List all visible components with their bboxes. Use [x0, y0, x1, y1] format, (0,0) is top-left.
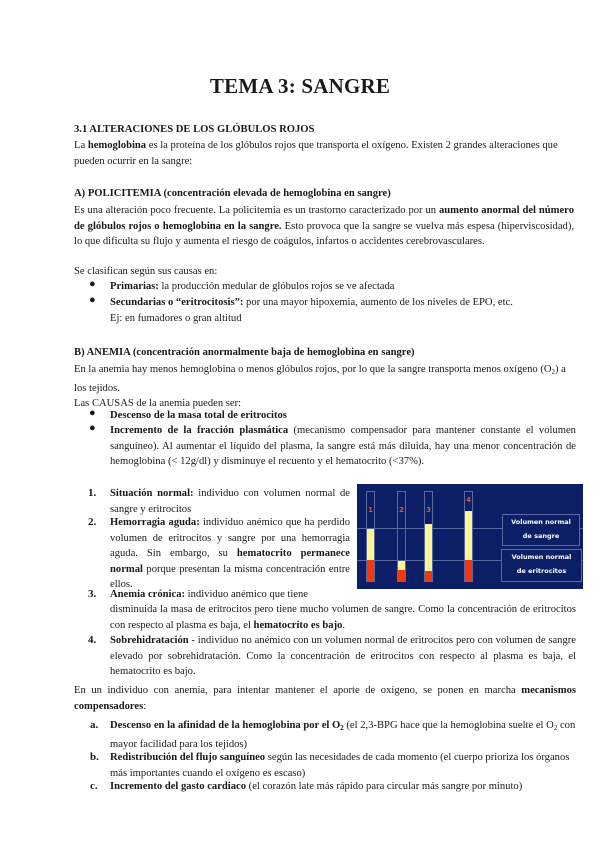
case-bold: Situación normal:: [110, 488, 194, 499]
intro-text: La: [74, 140, 88, 151]
case-text: individuo anémico que tiene: [185, 589, 309, 600]
case-bold: Hemorragia aguda:: [110, 517, 200, 528]
item-bold: Primarias:: [110, 281, 159, 292]
case-bold: Sobrehidratación: [110, 635, 189, 646]
mechanism-item-b: [110, 750, 580, 781]
anemia-text: En la anemia hay menos hemoglobina o menos glóbulos rojos, por lo que la sangre transporta menos oxígeno (O: [74, 364, 552, 375]
policitemia-bold: aumento anormal del número de glóbulos rojos o hemoglobina en la sangre.: [74, 205, 574, 232]
case-text-2: porque presentan la misma concentración entre ellos.: [110, 563, 350, 591]
mech-text: En un individuo con anemia, para intentar mantener el aporte de oxígeno, se ponen en marcha: [74, 685, 522, 696]
causes-label: Las CAUSAS de la anemia pueden ser:: [74, 398, 242, 410]
bar-4: [464, 491, 473, 582]
case-item-4: [110, 633, 576, 680]
item-bold: Secundarias o “eritrocitosis”:: [110, 297, 244, 308]
case-item-3-cont: [110, 602, 576, 633]
legend-normal-eritrocitos: [501, 549, 582, 582]
list-number: 4.: [88, 634, 97, 646]
case-text-cont: disminuida la masa de eritrocitos pero tiene mucho volumen de sangre. Como la concentración de eritrocitos con respecto al plasma es baja, el: [110, 604, 576, 631]
cause-text: (mecanismo compensador para mantener constante el volumen sanguíneo). Al aumentar el líquido del plasma, la sangre está más diluida, hay una menor concentración de hemoglobina (< 12g/dl) y disminuye el recuento y el hematocrito (<37%).: [110, 425, 576, 468]
legend-normal-blood: [502, 514, 580, 546]
case-bold: Anemia crónica:: [110, 589, 186, 600]
intro-text-2: es la proteína de los glóbulos rojos que transporta el oxígeno. Existen 2 grandes alteraciones que pueden ocurrir en la sangre:: [74, 140, 558, 167]
cause-item-1: [110, 408, 580, 424]
list-letter: a.: [90, 719, 99, 731]
mech-colon: :: [143, 700, 147, 712]
bar-1: [366, 491, 375, 582]
policitemia-text: Es una alteración poco frecuente. La policitemia es un trastorno caracterizado por un: [74, 205, 439, 216]
legend-line: Volumen normal: [511, 518, 571, 526]
eritrocitos-segment: [398, 570, 405, 581]
mechanism-text: (el corazón late más rápido para circular más sangre por minuto): [246, 781, 523, 792]
list-letter: b.: [90, 751, 99, 763]
list-number: 2.: [88, 516, 97, 528]
policitemia-heading: A) POLICITEMIA (concentración elevada de hemoglobina en sangre): [74, 188, 391, 199]
mechanism-text: según las necesidades de cada momento (el cuerpo prioriza los órganos más importantes cuando el oxígeno es escaso): [110, 752, 570, 779]
anemia-heading: B) ANEMIA (concentración anormalmente baja de hemoglobina en sangre): [74, 347, 415, 358]
eritrocitos-segment: [465, 560, 472, 581]
policitemia-paragraph: [74, 203, 574, 250]
case-bold-2: hematocrito es bajo: [253, 619, 343, 631]
policitemia-item-2: [110, 295, 580, 326]
mechanism-text: (el 2,3-BPG hace que la hemoglobina suelte el O: [343, 720, 554, 731]
subscript: 2: [551, 368, 555, 376]
bar-2: [397, 491, 406, 582]
section-heading: 3.1 ALTERACIONES DE LOS GLÓBULOS ROJOS: [74, 124, 315, 135]
mechanism-bold: Descenso en la afinidad de la hemoglobina por el O: [110, 720, 341, 731]
bullet-icon: ●: [89, 422, 96, 434]
item-text: la producción medular de glóbulos rojos se ve afectada: [158, 281, 395, 292]
mech-bold: mecanismos compensadores: [74, 685, 576, 712]
bar-3: [424, 491, 433, 582]
bar-label: 2: [399, 506, 404, 514]
policitemia-text-2: Esto provoca que la sangre se vuelva más espesa (hiperviscosidad), lo que dificulta su flujo y aumenta el riesgo de coágulos, infartos o accidentes cerebrovasculares.: [74, 220, 574, 248]
legend-line: de sangre: [522, 532, 560, 540]
page-title: TEMA 3: SANGRE: [209, 74, 391, 98]
list-letter: c.: [90, 780, 98, 792]
intro-bold: hemoglobina: [87, 140, 147, 151]
bar-label: 3: [426, 506, 431, 514]
mechanism-bold: Incremento del gasto cardiaco: [110, 781, 247, 792]
case-item-1: [110, 486, 350, 517]
cause-bold: Descenso de la masa total de eritrocitos: [110, 410, 287, 421]
subscript: 2: [553, 724, 558, 732]
case-text: individuo con volumen normal de sangre y eritrocitos: [110, 488, 350, 515]
policitemia-item-1: [110, 279, 580, 295]
anemia-text-end: ) a los tejidos.: [74, 364, 566, 394]
classify-text: Se clasifican según sus causas en:: [74, 266, 218, 277]
mechanisms-intro: [74, 683, 576, 714]
mechanism-text-end: con mayor facilidad para los tejidos): [110, 720, 576, 750]
cause-item-2: [110, 423, 576, 470]
case-bold-2: hematocrito permanece normal: [110, 548, 351, 575]
item-text: por una mayor hipoxemia, aumento de los niveles de EPO, etc.: [243, 297, 513, 308]
eritrocitos-segment: [425, 571, 432, 581]
bullet-icon: ●: [89, 294, 96, 306]
mechanism-item-a: [110, 718, 580, 752]
bullet-icon: ●: [89, 407, 96, 419]
mechanism-item-c: [110, 779, 580, 795]
list-number: 1.: [88, 487, 97, 499]
case-item-2: [110, 515, 350, 593]
item-example: Ej: en fumadores o gran altitud: [110, 312, 242, 324]
bar-label: 1: [368, 506, 373, 514]
case-item-3-head: [110, 587, 350, 603]
legend-line: Volumen normal: [511, 553, 572, 561]
list-number: 3.: [88, 588, 97, 600]
case-text: individuo anémico que ha perdido volumen de eritrocitos y sangre por una hemorragia aguda. Sin embargo, su: [110, 517, 350, 560]
intro-paragraph: [74, 138, 574, 169]
subscript: 2: [340, 724, 344, 732]
case-text: - individuo no anémico con un volumen normal de eritrocitos pero con volumen de sangre elevado por sobrehidratación. Como la concentración de eritrocitos con respecto al plasma es baja, el hematocrito es bajo.: [110, 635, 576, 678]
anemia-paragraph: [74, 362, 574, 412]
legend-line: de eritrocitos: [516, 567, 567, 575]
case-text-2: .: [342, 619, 346, 631]
bullet-icon: ●: [89, 278, 96, 290]
hematocrit-figure: [357, 484, 583, 589]
mechanism-bold: Redistribución del flujo sanguíneo: [110, 752, 266, 763]
bar-label: 4: [466, 496, 471, 504]
cause-bold: Incremento de la fracción plasmática: [110, 425, 289, 436]
eritrocitos-segment: [367, 560, 374, 581]
